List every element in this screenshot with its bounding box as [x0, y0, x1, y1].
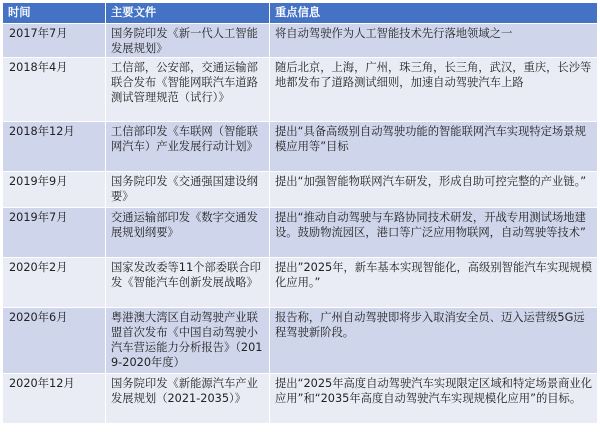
- cell-time: 2020年6月: [3, 308, 106, 374]
- cell-document: 国务院印发《交通强国建设纲要》: [106, 172, 270, 208]
- cell-info: 提出“推动自动驾驶与车路协同技术研发，开战专用测试场地建设。鼓励物流园区，港口等广泛应用物联网，自动驾驶等技术”: [270, 208, 598, 258]
- cell-time: 2019年9月: [3, 172, 106, 208]
- cell-time: 2017年7月: [3, 24, 106, 58]
- table-row: [3, 308, 598, 374]
- cell-info: 提出“2025年高度自动驾驶汽车实现限定区域和特定场景商业化应用”和“2035年高度自动驾驶汽车实现规模化应用”的目标。: [270, 374, 598, 424]
- cell-time: 2020年2月: [3, 258, 106, 308]
- cell-info: 提出”2025年，新车基本实现智能化，高级别智能汽车实现规模化应用。”: [270, 258, 598, 308]
- header-time: 时间: [3, 3, 106, 24]
- table-row: [3, 374, 598, 424]
- cell-time: 2018年12月: [3, 122, 106, 172]
- table-row: [3, 208, 598, 258]
- cell-time: 2018年4月: [3, 58, 106, 122]
- cell-time: 2019年7月: [3, 208, 106, 258]
- policy-table-container: [2, 2, 597, 424]
- cell-document: 国务院印发《新一代人工智能发展规划》: [106, 24, 270, 58]
- cell-document: 工信部印发《车联网（智能联网汽车）产业发展行动计划》: [106, 122, 270, 172]
- header-document: 主要文件: [106, 3, 270, 24]
- cell-time: 2020年12月: [3, 374, 106, 424]
- table-row: [3, 172, 598, 208]
- cell-info: 随后北京，上海，广州，珠三角，长三角，武汉，重庆，长沙等地都发布了道路测试细则，加速自动驾驶汽车上路: [270, 58, 598, 122]
- table-row: [3, 58, 598, 122]
- cell-info: 提出“具备高级别自动驾驶功能的智能联网汽车实现特定场景规模应用等”目标: [270, 122, 598, 172]
- cell-document: 国务院印发《新能源汽车产业发展规划（2021-2035）》: [106, 374, 270, 424]
- cell-info: 提出“加强智能物联网汽车研发，形成自助可控完整的产业链。”: [270, 172, 598, 208]
- cell-document: 国家发改委等11个部委联合印发《智能汽车创新发展战略》: [106, 258, 270, 308]
- policy-table: [2, 2, 598, 424]
- table-row: [3, 258, 598, 308]
- cell-info: 报告称，广州自动驾驶即将步入取消安全员、迈入运营级5G远程驾驶新阶段。: [270, 308, 598, 374]
- table-row: [3, 122, 598, 172]
- cell-document: 工信部，公安部，交通运输部联合发布《智能网联汽车道路测试管理规范（试行）》: [106, 58, 270, 122]
- header-info: 重点信息: [270, 3, 598, 24]
- cell-document: 粤港澳大湾区自动驾驶产业联盟首次发布《中国自动驾驶小汽车营运能力分析报告》（2019-2020年度）: [106, 308, 270, 374]
- cell-document: 交通运输部印发《数字交通发展规划纲要》: [106, 208, 270, 258]
- cell-info: 将自动驾驶作为人工智能技术先行落地领域之一: [270, 24, 598, 58]
- table-header-row: [3, 3, 598, 24]
- table-row: [3, 24, 598, 58]
